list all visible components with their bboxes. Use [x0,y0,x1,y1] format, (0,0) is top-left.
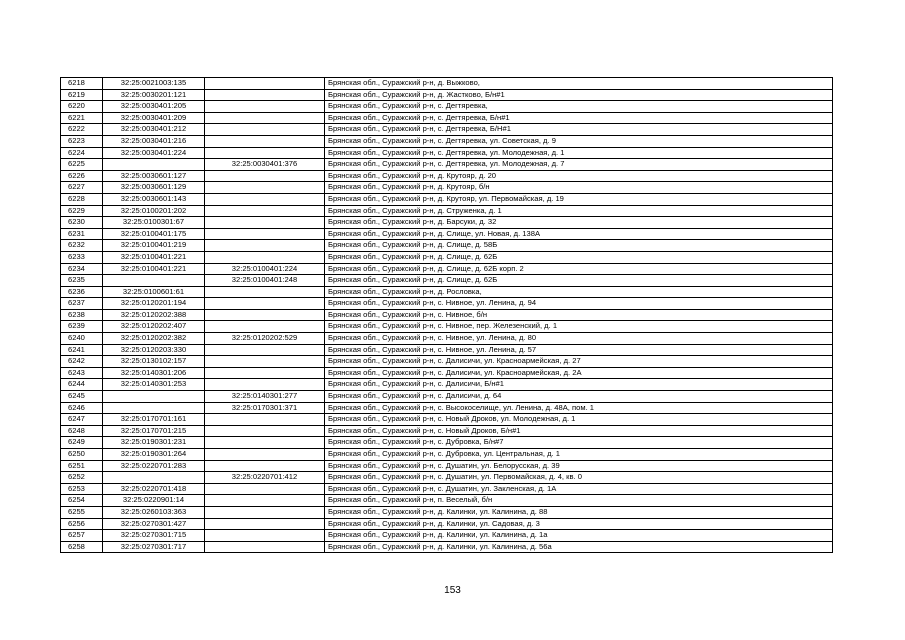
address-cell: Брянская обл., Суражский р-н, д. Крутояр, ул. Первомайская, д. 19 [325,193,833,205]
table-row [61,367,833,379]
table-row [61,483,833,495]
address-cell: Брянская обл., Суражский р-н, д. Жастково, Б/н#1 [325,89,833,101]
row-number-cell: 6229 [61,205,103,217]
table-row [61,298,833,310]
row-number-cell: 6258 [61,541,103,553]
linked-cadastral-number-cell: 32:25:0170301:371 [205,402,325,414]
cadastral-number-cell: 32:25:0100201:202 [103,205,205,217]
address-cell: Брянская обл., Суражский р-н, с. Нивное, ул. Ленина, д. 94 [325,298,833,310]
linked-cadastral-number-cell [205,240,325,252]
cadastral-number-cell: 32:25:0030401:209 [103,112,205,124]
linked-cadastral-number-cell [205,135,325,147]
cadastral-number-cell [103,472,205,484]
address-cell: Брянская обл., Суражский р-н, с. Нивное, б/н [325,309,833,321]
cadastral-number-cell: 32:25:0220701:418 [103,483,205,495]
linked-cadastral-number-cell [205,437,325,449]
linked-cadastral-number-cell: 32:25:0030401:376 [205,159,325,171]
linked-cadastral-number-cell [205,530,325,542]
table-row [61,506,833,518]
cadastral-number-cell: 32:25:0120201:194 [103,298,205,310]
linked-cadastral-number-cell: 32:25:0120202:529 [205,333,325,345]
address-cell: Брянская обл., Суражский р-н, с. Далисичи, ул. Красноармейская, д. 27 [325,356,833,368]
address-cell: Брянская обл., Суражский р-н, с. Дегтяревка, [325,101,833,113]
address-cell: Брянская обл., Суражский р-н, д. Крутояр, д. 20 [325,170,833,182]
row-number-cell: 6222 [61,124,103,136]
row-number-cell: 6237 [61,298,103,310]
address-cell: Брянская обл., Суражский р-н, с. Дегтяревка, ул. Молодежная, д. 1 [325,147,833,159]
row-number-cell: 6234 [61,263,103,275]
cadastral-number-cell: 32:25:0260103:363 [103,506,205,518]
linked-cadastral-number-cell [205,182,325,194]
cadastral-number-cell: 32:25:0190301:231 [103,437,205,449]
cadastral-number-cell: 32:25:0100401:221 [103,251,205,263]
linked-cadastral-number-cell [205,147,325,159]
cadastral-number-cell: 32:25:0030601:143 [103,193,205,205]
row-number-cell: 6257 [61,530,103,542]
table-body [61,78,833,553]
table-row [61,89,833,101]
address-cell: Брянская обл., Суражский р-н, с. Дегтяревка, Б/н#1 [325,112,833,124]
table-row [61,309,833,321]
table-row [61,135,833,147]
linked-cadastral-number-cell [205,449,325,461]
cadastral-number-cell: 32:25:0170701:161 [103,414,205,426]
address-cell: Брянская обл., Суражский р-н, д. Калинки, ул. Калинина, д. 1а [325,530,833,542]
cadastral-number-cell: 32:25:0030401:216 [103,135,205,147]
cadastral-number-cell: 32:25:0120202:388 [103,309,205,321]
cadastral-number-cell: 32:25:0030401:205 [103,101,205,113]
row-number-cell: 6233 [61,251,103,263]
row-number-cell: 6241 [61,344,103,356]
table-row [61,159,833,171]
address-cell: Брянская обл., Суражский р-н, с. Далисичи, ул. Красноармейская, д. 2А [325,367,833,379]
row-number-cell: 6243 [61,367,103,379]
table-row [61,402,833,414]
table-row [61,217,833,229]
linked-cadastral-number-cell [205,228,325,240]
row-number-cell: 6246 [61,402,103,414]
row-number-cell: 6239 [61,321,103,333]
cadastral-number-cell: 32:25:0220901:14 [103,495,205,507]
linked-cadastral-number-cell [205,309,325,321]
row-number-cell: 6252 [61,472,103,484]
cadastral-table [60,77,833,553]
address-cell: Брянская обл., Суражский р-н, д. Крутояр, б/н [325,182,833,194]
row-number-cell: 6251 [61,460,103,472]
row-number-cell: 6250 [61,449,103,461]
table-row [61,101,833,113]
address-cell: Брянская обл., Суражский р-н, с. Душатин, ул. Белорусская, д. 39 [325,460,833,472]
address-cell: Брянская обл., Суражский р-н, д. Слище, д. 62Б [325,251,833,263]
table-row [61,275,833,287]
row-number-cell: 6235 [61,275,103,287]
address-cell: Брянская обл., Суражский р-н, с. Высокоселище, ул. Ленина, д. 48А, пом. 1 [325,402,833,414]
table-row [61,78,833,90]
table-row [61,240,833,252]
linked-cadastral-number-cell [205,541,325,553]
cadastral-number-cell: 32:25:0100601:61 [103,286,205,298]
cadastral-number-cell: 32:25:0030401:224 [103,147,205,159]
table-row [61,414,833,426]
cadastral-number-cell: 32:25:0100301:67 [103,217,205,229]
linked-cadastral-number-cell [205,112,325,124]
row-number-cell: 6230 [61,217,103,229]
row-number-cell: 6220 [61,101,103,113]
cadastral-number-cell: 32:25:0220701:283 [103,460,205,472]
address-cell: Брянская обл., Суражский р-н, с. Дубровка, Б/н#7 [325,437,833,449]
cadastral-number-cell [103,391,205,403]
cadastral-number-cell: 32:25:0030601:129 [103,182,205,194]
linked-cadastral-number-cell [205,89,325,101]
cadastral-number-cell: 32:25:0130102:157 [103,356,205,368]
linked-cadastral-number-cell [205,193,325,205]
row-number-cell: 6247 [61,414,103,426]
address-cell: Брянская обл., Суражский р-н, д. Калинки, ул. Калинина, д. 88 [325,506,833,518]
table-row [61,321,833,333]
address-cell: Брянская обл., Суражский р-н, с. Новый Дроков, Б/н#1 [325,425,833,437]
address-cell: Брянская обл., Суражский р-н, д. Слище, ул. Новая, д. 138А [325,228,833,240]
table-row [61,344,833,356]
cadastral-number-cell: 32:25:0120203:330 [103,344,205,356]
table-row [61,356,833,368]
address-cell: Брянская обл., Суражский р-н, д. Слище, д. 62Б [325,275,833,287]
row-number-cell: 6248 [61,425,103,437]
table-row [61,193,833,205]
linked-cadastral-number-cell [205,425,325,437]
linked-cadastral-number-cell [205,78,325,90]
row-number-cell: 6256 [61,518,103,530]
address-cell: Брянская обл., Суражский р-н, д. Слище, д. 62Б корп. 2 [325,263,833,275]
linked-cadastral-number-cell [205,518,325,530]
cadastral-number-cell [103,159,205,171]
linked-cadastral-number-cell [205,286,325,298]
row-number-cell: 6232 [61,240,103,252]
table-row [61,518,833,530]
address-cell: Брянская обл., Суражский р-н, д. Калинки, ул. Садовая, д. 3 [325,518,833,530]
table-row [61,112,833,124]
linked-cadastral-number-cell [205,414,325,426]
row-number-cell: 6224 [61,147,103,159]
row-number-cell: 6244 [61,379,103,391]
table-row [61,449,833,461]
row-number-cell: 6221 [61,112,103,124]
row-number-cell: 6223 [61,135,103,147]
address-cell: Брянская обл., Суражский р-н, с. Душатин, ул. Первомайская, д. 4, кв. 0 [325,472,833,484]
row-number-cell: 6236 [61,286,103,298]
linked-cadastral-number-cell: 32:25:0220701:412 [205,472,325,484]
address-cell: Брянская обл., Суражский р-н, с. Душатин, ул. Закленская, д. 1А [325,483,833,495]
row-number-cell: 6249 [61,437,103,449]
table-row [61,425,833,437]
address-cell: Брянская обл., Суражский р-н, с. Нивное, пер. Железенский, д. 1 [325,321,833,333]
address-cell: Брянская обл., Суражский р-н, с. Дегтяревка, ул. Молодежная, д. 7 [325,159,833,171]
table-row [61,170,833,182]
row-number-cell: 6254 [61,495,103,507]
linked-cadastral-number-cell [205,298,325,310]
cadastral-number-cell: 32:25:0100401:175 [103,228,205,240]
linked-cadastral-number-cell [205,344,325,356]
cadastral-number-cell: 32:25:0030201:121 [103,89,205,101]
linked-cadastral-number-cell [205,367,325,379]
linked-cadastral-number-cell [205,379,325,391]
row-number-cell: 6242 [61,356,103,368]
row-number-cell: 6225 [61,159,103,171]
linked-cadastral-number-cell [205,101,325,113]
row-number-cell: 6218 [61,78,103,90]
address-cell: Брянская обл., Суражский р-н, д. Калинки, ул. Калинина, д. 56а [325,541,833,553]
address-cell: Брянская обл., Суражский р-н, с. Нивное, ул. Ленина, д. 80 [325,333,833,345]
table-row [61,147,833,159]
row-number-cell: 6253 [61,483,103,495]
cadastral-number-cell: 32:25:0140301:253 [103,379,205,391]
table-row [61,182,833,194]
cadastral-number-cell: 32:25:0120202:382 [103,333,205,345]
address-cell: Брянская обл., Суражский р-н, д. Рословка, [325,286,833,298]
row-number-cell: 6219 [61,89,103,101]
address-cell: Брянская обл., Суражский р-н, с. Новый Дроков, ул. Молодежная, д. 1 [325,414,833,426]
table-row [61,286,833,298]
cadastral-number-cell: 32:25:0120202:407 [103,321,205,333]
table-row [61,228,833,240]
row-number-cell: 6245 [61,391,103,403]
cadastral-number-cell: 32:25:0030401:212 [103,124,205,136]
table-row [61,391,833,403]
address-cell: Брянская обл., Суражский р-н, с. Дегтяревка, ул. Советская, д. 9 [325,135,833,147]
table-row [61,541,833,553]
address-cell: Брянская обл., Суражский р-н, с. Далисичи, д. 64 [325,391,833,403]
linked-cadastral-number-cell [205,460,325,472]
linked-cadastral-number-cell [205,356,325,368]
address-cell: Брянская обл., Суражский р-н, д. Струженка, д. 1 [325,205,833,217]
table-row [61,124,833,136]
table-row [61,530,833,542]
cadastral-number-cell: 32:25:0170701:215 [103,425,205,437]
linked-cadastral-number-cell [205,217,325,229]
cadastral-number-cell: 32:25:0270301:427 [103,518,205,530]
table-row [61,379,833,391]
linked-cadastral-number-cell [205,321,325,333]
row-number-cell: 6255 [61,506,103,518]
address-cell: Брянская обл., Суражский р-н, п. Веселый, б/н [325,495,833,507]
linked-cadastral-number-cell: 32:25:0100401:224 [205,263,325,275]
table-row [61,205,833,217]
cadastral-number-cell: 32:25:0270301:715 [103,530,205,542]
linked-cadastral-number-cell [205,205,325,217]
table-row [61,460,833,472]
linked-cadastral-number-cell [205,506,325,518]
linked-cadastral-number-cell: 32:25:0100401:248 [205,275,325,287]
linked-cadastral-number-cell [205,483,325,495]
cadastral-number-cell [103,275,205,287]
table-row [61,263,833,275]
row-number-cell: 6226 [61,170,103,182]
row-number-cell: 6228 [61,193,103,205]
cadastral-number-cell: 32:25:0100401:221 [103,263,205,275]
cadastral-number-cell: 32:25:0270301:717 [103,541,205,553]
row-number-cell: 6231 [61,228,103,240]
address-cell: Брянская обл., Суражский р-н, с. Дубровка, ул. Центральная, д. 1 [325,449,833,461]
table-row [61,472,833,484]
address-cell: Брянская обл., Суражский р-н, д. Барсуки, д. 32 [325,217,833,229]
address-cell: Брянская обл., Суражский р-н, д. Слище, д. 58Б [325,240,833,252]
cadastral-number-cell: 32:25:0100401:219 [103,240,205,252]
row-number-cell: 6238 [61,309,103,321]
cadastral-number-cell [103,402,205,414]
table-row [61,437,833,449]
address-cell: Брянская обл., Суражский р-н, с. Дегтяревка, Б/Н#1 [325,124,833,136]
linked-cadastral-number-cell [205,495,325,507]
cadastral-number-cell: 32:25:0140301:206 [103,367,205,379]
address-cell: Брянская обл., Суражский р-н, с. Далисичи, Б/н#1 [325,379,833,391]
cadastral-number-cell: 32:25:0030601:127 [103,170,205,182]
row-number-cell: 6240 [61,333,103,345]
linked-cadastral-number-cell [205,170,325,182]
page-number: 153 [444,585,461,596]
cadastral-number-cell: 32:25:0021003:135 [103,78,205,90]
linked-cadastral-number-cell [205,251,325,263]
table-row [61,251,833,263]
cadastral-number-cell: 32:25:0190301:264 [103,449,205,461]
table-row [61,495,833,507]
address-cell: Брянская обл., Суражский р-н, д. Выжково, [325,78,833,90]
table-row [61,333,833,345]
linked-cadastral-number-cell [205,124,325,136]
row-number-cell: 6227 [61,182,103,194]
address-cell: Брянская обл., Суражский р-н, с. Нивное, ул. Ленина, д. 57 [325,344,833,356]
linked-cadastral-number-cell: 32:25:0140301:277 [205,391,325,403]
